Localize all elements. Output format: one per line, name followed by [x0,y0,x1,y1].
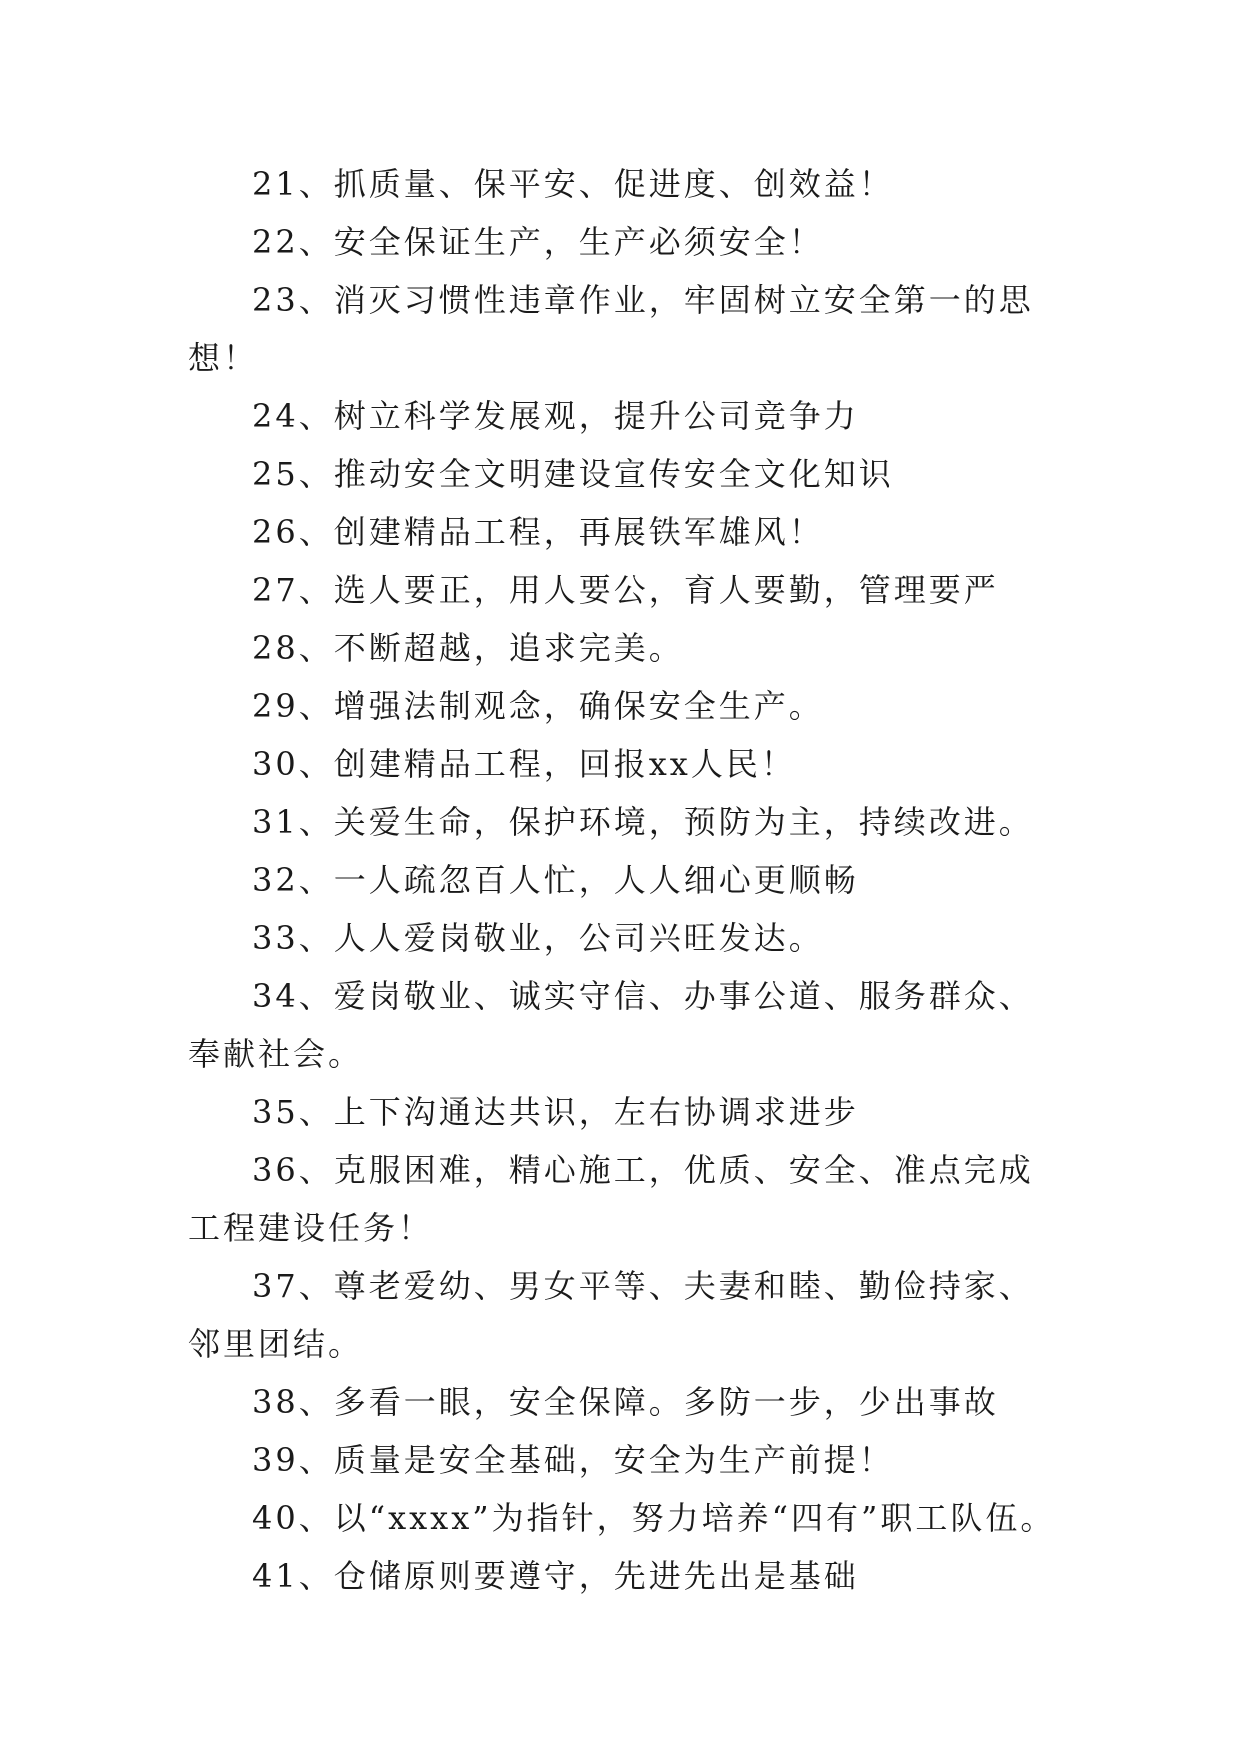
slogan-item-32: 32、一人疏忽百人忙，人人细心更顺畅 [252,861,859,899]
slogan-item-35: 35、上下沟通达共识，左右协调求进步 [252,1093,859,1131]
slogan-item-31: 31、关爱生命，保护环境，预防为主，持续改进。 [252,803,1034,841]
slogan-item-36: 36、克服困难，精心施工，优质、安全、准点完成工程建设任务！ [188,1151,1034,1247]
slogan-item-28: 28、不断超越，追求完美。 [252,629,684,667]
slogan-item-33: 33、人人爱岗敬业，公司兴旺发达。 [252,919,824,957]
slogan-item-41: 41、仓储原则要遵守，先进先出是基础 [252,1557,859,1595]
slogan-item-40: 40、以“xxxx”为指针，努力培养“四有”职工队伍。 [252,1499,1056,1537]
slogan-item-39: 39、质量是安全基础，安全为生产前提！ [252,1441,894,1479]
slogan-item-21: 21、抓质量、保平安、促进度、创效益！ [252,165,894,203]
slogan-item-24: 24、树立科学发展观，提升公司竞争力 [252,397,859,435]
slogan-item-23: 23、消灭习惯性违章作业，牢固树立安全第一的思想！ [188,281,1034,377]
slogan-list [188,155,1068,1605]
slogan-item-30: 30、创建精品工程，回报xx人民！ [252,745,796,783]
slogan-item-26: 26、创建精品工程，再展铁军雄风！ [252,513,824,551]
slogan-item-29: 29、增强法制观念，确保安全生产。 [252,687,824,725]
slogan-item-38: 38、多看一眼，安全保障。多防一步，少出事故 [252,1383,999,1421]
slogan-item-27: 27、选人要正，用人要公，育人要勤，管理要严 [252,571,999,609]
slogan-item-25: 25、推动安全文明建设宣传安全文化知识 [252,455,894,493]
slogan-item-22: 22、安全保证生产，生产必须安全！ [252,223,824,261]
slogan-item-37: 37、尊老爱幼、男女平等、夫妻和睦、勤俭持家、邻里团结。 [188,1267,1034,1363]
slogan-item-34: 34、爱岗敬业、诚实守信、办事公道、服务群众、奉献社会。 [188,977,1034,1073]
